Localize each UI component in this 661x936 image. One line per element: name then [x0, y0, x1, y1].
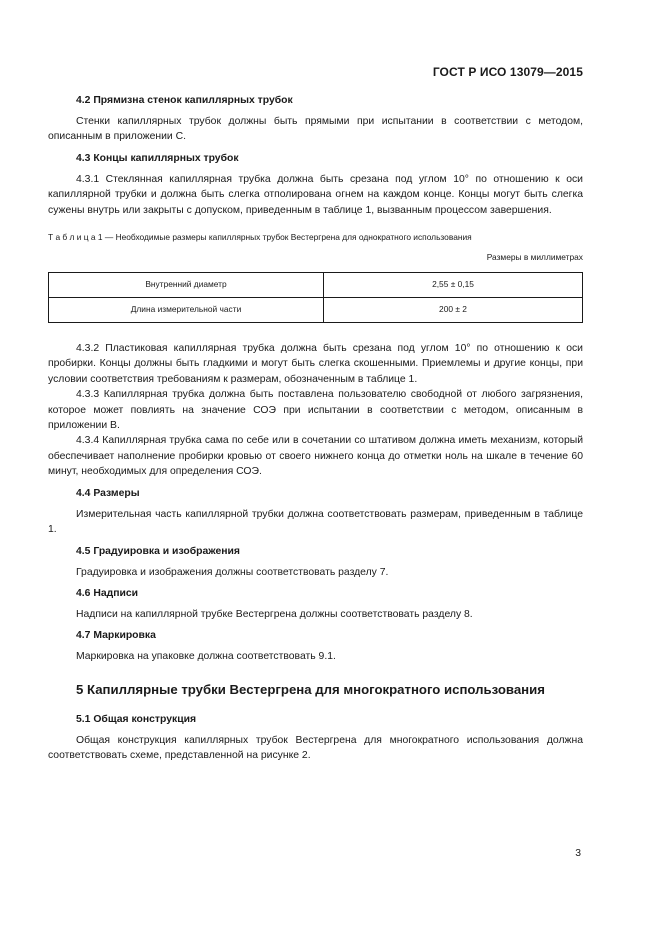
table-cell-value: 2,55 ± 0,15	[324, 273, 583, 298]
paragraph-4-3-2: 4.3.2 Пластиковая капиллярная трубка должна быть срезана под углом 10° по отношению к оси пробирки. Концы должны быть гладкими и могут быть слегка скошенными. Приемлемы и другие концы, при условии соответствия требованиям к размерам, обозначенным в таблице 1.	[48, 343, 583, 385]
section-5-heading: 5 Капиллярные трубки Вестергрена для многократного использования	[76, 681, 545, 697]
section-4-5-heading: 4.5 Градуировка и изображения	[76, 545, 240, 557]
table-cell-name: Внутренний диаметр	[49, 273, 324, 298]
table-row	[49, 298, 583, 323]
table-1	[48, 272, 583, 323]
paragraph-4-3-4: 4.3.4 Капиллярная трубка сама по себе или в сочетании со штативом должна иметь механизм, который обеспечивает наполнение пробирки кровью от своего нижнего конца до отметки ноль на шкале в течение 60 минут, необходимых для определения СОЭ.	[48, 435, 583, 478]
section-4-3-heading: 4.3 Концы капиллярных трубок	[76, 152, 239, 164]
section-4-7-text: Маркировка на упаковке должна соответствовать 9.1.	[76, 651, 336, 663]
section-4-6-heading: 4.6 Надписи	[76, 587, 139, 599]
section-4-6-text: Надписи на капиллярной трубке Вестергрена должны соответствовать разделу 8.	[76, 608, 473, 620]
section-4-7-heading: 4.7 Маркировка	[76, 630, 156, 642]
section-4-4-text: Измерительная часть капиллярной трубки должна соответствовать размерам, приведенным в таблице 1.	[48, 508, 583, 536]
section-4-2-heading: 4.2 Прямизна стенок капиллярных трубок	[76, 95, 293, 106]
document-header: ГОСТ Р ИСО 13079—2015	[432, 65, 583, 79]
section-5-1-heading: 5.1 Общая конструкция	[76, 713, 197, 725]
page-number: 3	[575, 848, 581, 859]
paragraph-4-3-3: 4.3.3 Капиллярная трубка должна быть поставлена пользователю свободной от любого загрязнения, которое может повлиять на значение СОЭ при испытании в соответствии с методом, описанным в приложении В.	[48, 389, 583, 432]
table-cell-name: Длина измерительной части	[49, 298, 324, 323]
table-cell-value: 200 ± 2	[324, 298, 583, 323]
section-4-2-text: Стенки капиллярных трубок должны быть прямыми при испытании в соответствии с методом, описанным в приложении С.	[48, 116, 583, 143]
table-1-units: Размеры в миллиметрах	[486, 252, 583, 263]
table-row	[49, 273, 583, 298]
section-4-5-text: Градуировка и изображения должны соответствовать разделу 7.	[76, 566, 389, 578]
section-4-4-heading: 4.4 Размеры	[76, 487, 140, 499]
paragraph-4-3-1: 4.3.1 Стеклянная капиллярная трубка должна быть срезана под углом 10° по отношению к оси капиллярной трубки и должна быть слегка отполирована огнем на каждом конце. Концы могут быть слегка сужены внутрь или закрыты с допуском, приведенным в таблице 1, вызванным процессом завершения.	[48, 173, 583, 216]
table-1-caption: Т а б л и ц а 1 — Необходимые размеры капиллярных трубок Вестергрена для однократного использования	[48, 232, 472, 243]
section-5-1-text: Общая конструкция капиллярных трубок Вестергрена для многократного использования должна соответствовать схеме, представленной на рисунке 2.	[48, 734, 583, 762]
document-body	[48, 93, 583, 764]
